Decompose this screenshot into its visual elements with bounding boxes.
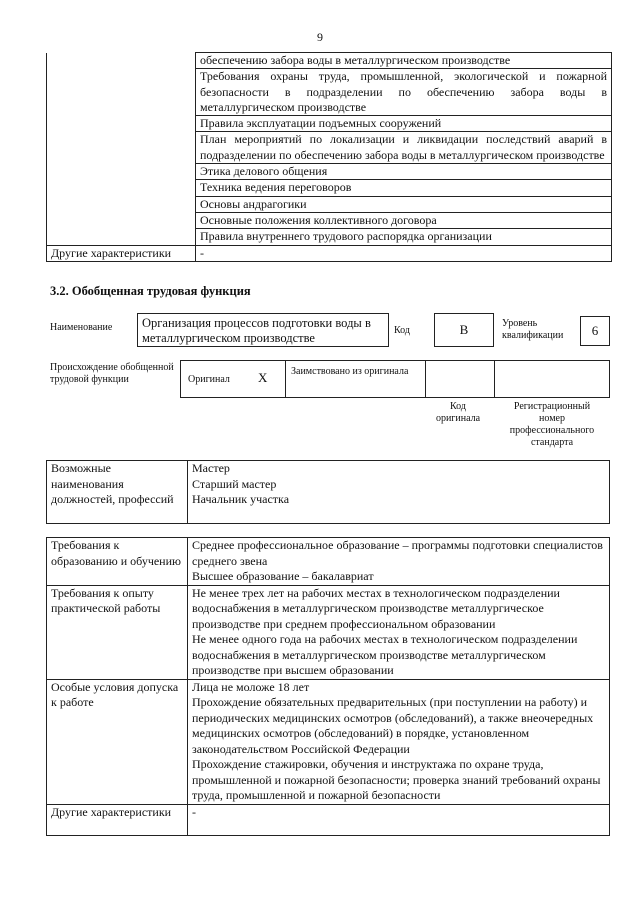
requirement-line: Лица не моложе 18 лет xyxy=(192,679,310,694)
section-title: 3.2. Обобщенная трудовая функция xyxy=(50,284,251,298)
borrowed-label: Заимствовано из оригинала xyxy=(291,366,409,377)
table-row xyxy=(47,164,612,180)
requirement-line: Прохождение стажировки, обучения и инструктажа по охране труда, промышленной и пожарной безопасности; проверка знаний требований охраны труда, промышленной и пожарной безопасности xyxy=(192,757,601,802)
code-label: Код xyxy=(394,325,410,336)
requirements-table xyxy=(46,537,610,836)
other-characteristics-value: - xyxy=(196,245,612,261)
table-row xyxy=(47,679,610,804)
gtf-name-value: Организация процессов подготовки воды в металлургическом производстве xyxy=(142,316,371,345)
label-cell xyxy=(47,116,196,132)
positions-table xyxy=(46,460,610,524)
other-characteristics-label: Другие характеристики xyxy=(47,245,196,261)
table-cell: Техника ведения переговоров xyxy=(196,180,612,196)
table-row xyxy=(47,196,612,212)
position-item: Мастер xyxy=(192,461,230,475)
divider xyxy=(285,361,286,397)
label-cell xyxy=(47,196,196,212)
divider xyxy=(425,361,426,397)
table-cell: обеспечению забора воды в металлургическом производстве xyxy=(196,53,612,69)
table-cell: Правила эксплуатации подъемных сооружений xyxy=(196,116,612,132)
table-cell: Правила внутреннего трудового распорядка организации xyxy=(196,229,612,245)
table-row xyxy=(47,245,612,261)
divider xyxy=(494,361,495,397)
label-cell xyxy=(47,180,196,196)
label-cell xyxy=(47,132,196,164)
requirement-line: Не менее одного года на рабочих местах в технологическом подразделении водоснабжения в металлургическом производстве металлургическом производстве при высшем образовании xyxy=(192,632,578,677)
requirement-line: Прохождение обязательных предварительных (при поступлении на работу) и периодических медицинских осмотров (обследований), а также внеочередных медицинских осмотров (обследований) в порядке, установленном законодательством Российской Федерации xyxy=(192,695,594,756)
original-mark: X xyxy=(258,370,268,385)
table-cell: Требования охраны труда, промышленной, экологической и пожарной безопасности в подразделении по обеспечению забора воды в металлургическом производстве xyxy=(196,69,612,116)
experience-label: Требования к опыту практической работы xyxy=(47,585,188,679)
other-value xyxy=(188,804,610,835)
label-cell xyxy=(47,212,196,228)
gtf-level-value: 6 xyxy=(591,323,599,338)
education-label: Требования к образованию и обучению xyxy=(47,538,188,586)
level-label: Уровень квалификации xyxy=(502,318,564,341)
table-row xyxy=(47,585,610,679)
other-label: Другие характеристики xyxy=(47,804,188,835)
original-label: Оригинал xyxy=(188,374,230,385)
table-row xyxy=(47,132,612,164)
requirement-line: Высшее образование – бакалавриат xyxy=(192,569,374,583)
label-cell xyxy=(47,229,196,245)
table-row xyxy=(47,180,612,196)
table-row xyxy=(47,116,612,132)
requirement-line: - xyxy=(192,804,196,819)
label-cell xyxy=(47,53,196,69)
registration-number-caption: Регистрационный номер профессионального стандарта xyxy=(509,401,595,448)
positions-list xyxy=(188,461,610,524)
table-row xyxy=(47,461,610,524)
gtf-code-value: B xyxy=(459,322,469,337)
table-cell: Этика делового общения xyxy=(196,164,612,180)
table-cell: Основные положения коллективного договора xyxy=(196,212,612,228)
label-cell xyxy=(47,69,196,116)
table-cell: План мероприятий по локализации и ликвидации последствий аварий в подразделении по обеспечению забора воды в металлургическом производстве xyxy=(196,132,612,164)
table-row xyxy=(47,53,612,69)
origin-label: Происхождение обобщенной трудовой функции xyxy=(50,362,174,385)
table-row xyxy=(47,69,612,116)
requirement-line: Среднее профессиональное образование – программы подготовки специалистов среднего звена xyxy=(192,538,603,568)
code-original-caption: Код оригинала xyxy=(435,401,481,424)
admission-value xyxy=(188,679,610,804)
page-number: 9 xyxy=(317,30,323,44)
label-cell xyxy=(47,164,196,180)
experience-value xyxy=(188,585,610,679)
table-row xyxy=(47,804,610,835)
gtf-level-box xyxy=(580,316,610,346)
name-label: Наименование xyxy=(50,322,113,333)
table-row xyxy=(47,229,612,245)
position-item: Начальник участка xyxy=(192,492,290,506)
positions-label: Возможные наименования должностей, профессий xyxy=(47,461,188,524)
table-row xyxy=(47,538,610,586)
position-item: Старший мастер xyxy=(192,476,277,491)
gtf-name-box xyxy=(137,313,389,347)
requirement-line: Не менее трех лет на рабочих местах в технологическом подразделении водоснабжения в металлургическом производстве металлургическое производстве при среднем профессиональном образовании xyxy=(192,585,560,631)
table-cell: Основы андрагогики xyxy=(196,196,612,212)
education-value xyxy=(188,538,610,586)
admission-label: Особые условия допуска к работе xyxy=(47,679,188,804)
knowledge-table xyxy=(46,52,612,262)
gtf-code-box xyxy=(434,313,494,347)
table-row xyxy=(47,212,612,228)
